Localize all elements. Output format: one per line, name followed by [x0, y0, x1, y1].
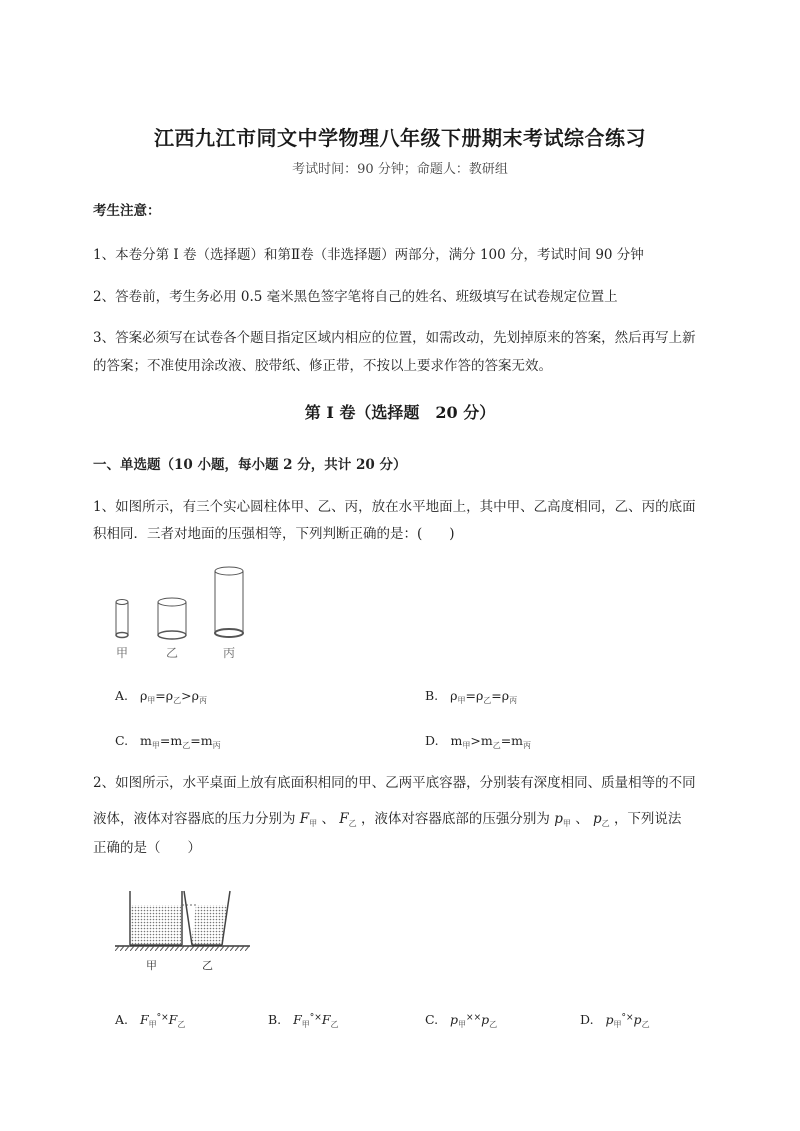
label-bing: 丙: [223, 646, 236, 660]
label-yi: 乙: [202, 959, 213, 972]
q1-option-d[interactable]: D. $m_甲>m_乙=m_丙$: [425, 733, 532, 750]
part-heading: 一、单选题（10 小题，每小题 2 分，共计 20 分）: [93, 457, 407, 473]
section-title: 第 I 卷（选择题 20 分）: [304, 403, 496, 422]
label-jia: 甲: [116, 646, 129, 660]
label-jia: 甲: [146, 959, 157, 972]
q1-option-a[interactable]: A. $\rho_甲=\rho_乙>\rho_丙$: [115, 688, 207, 705]
container-yi: [184, 891, 230, 945]
notice-item-3-cont: 的答案；不准使用涂改液、胶带纸、修正带，不按以上要求作答的答案无效。: [93, 358, 552, 374]
q2-text-line2: 液体，液体对容器底的压力分别为 $F_甲$ 、 $F_乙$ ，液体对容器底部的压强分别为 $p_甲$ 、 $p_乙$ ，下列说法: [93, 811, 682, 828]
q2-containers-figure: [110, 885, 260, 975]
q2-option-b[interactable]: B. $F_甲^{^\circ\times}F_乙$: [268, 1012, 339, 1029]
cylinder-jia: [116, 600, 128, 638]
q1-option-b[interactable]: B. $\rho_甲=\rho_乙=\rho_丙$: [425, 688, 518, 705]
container-jia: [130, 891, 182, 945]
page-title: 江西九江市同文中学物理八年级下册期末考试综合练习: [154, 126, 646, 150]
label-yi: 乙: [166, 646, 179, 660]
notice-item-1: 1、本卷分第 I 卷（选择题）和第Ⅱ卷（非选择题）两部分，满分 100 分，考试时间 90 分钟: [93, 247, 644, 263]
notice-heading: 考生注意：: [93, 203, 161, 219]
q2-text-line1: 2、如图所示，水平桌面上放有底面积相同的甲、乙两平底容器，分别装有深度相同、质量相等的不同: [93, 775, 696, 791]
exam-info: 考试时间：90 分钟；命题人：教研组: [292, 162, 508, 177]
q2-option-d[interactable]: D. $p_甲^{^\circ\times}p_乙$: [580, 1012, 650, 1029]
q1-option-c[interactable]: C. $m_甲=m_乙=m_丙$: [115, 733, 221, 750]
q1-text-line1: 1、如图所示，有三个实心圆柱体甲、乙、丙，放在水平地面上，其中甲、乙高度相同，乙、丙的底面: [93, 499, 696, 515]
q2-text-line3: 正确的是（ ）: [93, 840, 201, 856]
cylinder-bing: [215, 567, 243, 637]
table-surface: [115, 946, 250, 951]
notice-item-3: 3、答案必须写在试卷各个题目指定区域内相应的位置，如需改动，先划掉原来的答案，然后再写上新: [93, 330, 696, 346]
cylinder-yi: [158, 598, 186, 639]
notice-item-2: 2、答卷前，考生务必用 0.5 毫米黑色签字笔将自己的姓名、班级填写在试卷规定位置上: [93, 289, 618, 305]
q1-text-line2: 积相同．三者对地面的压强相等，下列判断正确的是：( ): [93, 526, 455, 542]
q1-cylinders-figure: [105, 560, 265, 665]
q2-option-a[interactable]: A. $F_甲^{^\circ\times}F_乙$: [115, 1012, 186, 1029]
q2-option-c[interactable]: C. $p_甲^{\times\times}p_乙$: [425, 1012, 498, 1029]
